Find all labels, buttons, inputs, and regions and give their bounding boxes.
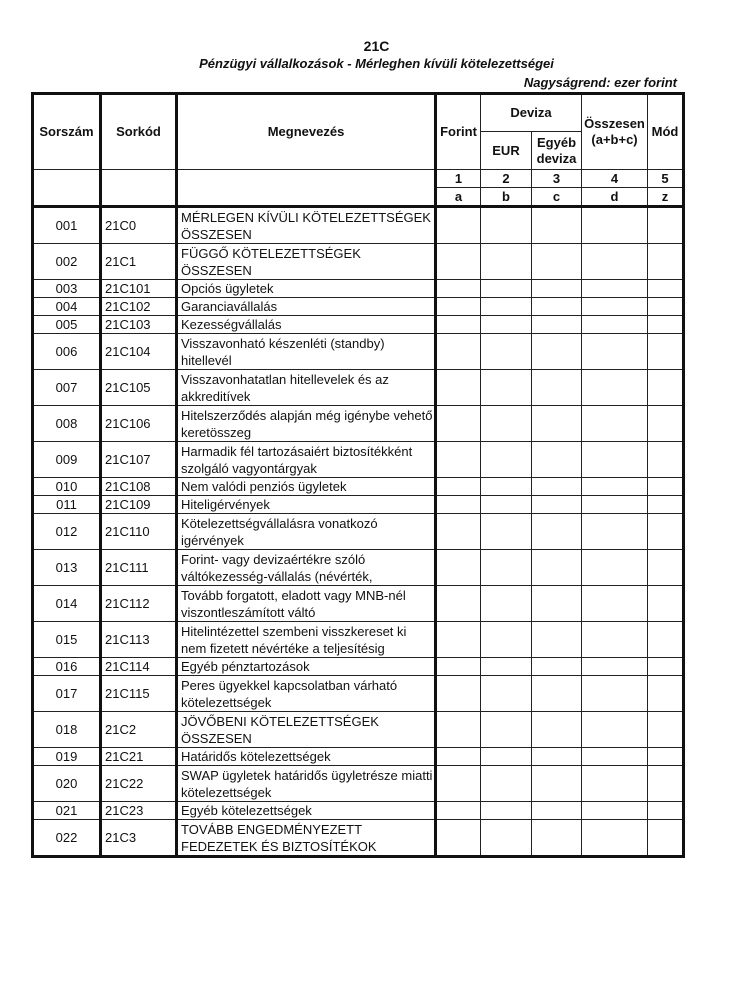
col-header-deviza: Deviza bbox=[481, 94, 582, 132]
row-sorszam: 017 bbox=[33, 676, 101, 712]
col-number: 4 bbox=[582, 170, 648, 188]
header-blank bbox=[33, 170, 101, 207]
row-sorkod: 21C108 bbox=[101, 478, 177, 496]
row-sorszam: 006 bbox=[33, 334, 101, 370]
eur-cell[interactable] bbox=[481, 658, 532, 676]
row-megnevezes: Visszavonhatatlan hitellevelek és az akkreditívek bbox=[177, 370, 436, 406]
row-megnevezes: MÉRLEGEN KÍVÜLI KÖTELEZETTSÉGEK ÖSSZESEN bbox=[177, 207, 436, 244]
mod-cell[interactable] bbox=[648, 712, 684, 748]
row-sorkod: 21C3 bbox=[101, 820, 177, 857]
eur-cell[interactable] bbox=[481, 550, 532, 586]
table-row bbox=[33, 280, 684, 298]
table-row bbox=[33, 207, 684, 244]
osszesen-cell[interactable] bbox=[582, 370, 648, 406]
col-letter: d bbox=[582, 188, 648, 207]
row-megnevezes: Peres ügyekkel kapcsolatban várható kötelezettségek bbox=[177, 676, 436, 712]
row-megnevezes: Opciós ügyletek bbox=[177, 280, 436, 298]
egyeb-deviza-cell[interactable] bbox=[532, 244, 582, 280]
mod-cell[interactable] bbox=[648, 478, 684, 496]
egyeb-deviza-cell[interactable] bbox=[532, 766, 582, 802]
col-header-sorszam: Sorszám bbox=[33, 94, 101, 170]
header-blank bbox=[101, 170, 177, 207]
table-row bbox=[33, 622, 684, 658]
row-sorkod: 21C2 bbox=[101, 712, 177, 748]
table-row bbox=[33, 244, 684, 280]
row-megnevezes: Garanciavállalás bbox=[177, 298, 436, 316]
row-sorkod: 21C105 bbox=[101, 370, 177, 406]
forint-cell[interactable] bbox=[436, 514, 481, 550]
row-sorszam: 019 bbox=[33, 748, 101, 766]
table-row bbox=[33, 712, 684, 748]
egyeb-deviza-cell[interactable] bbox=[532, 802, 582, 820]
forint-cell[interactable] bbox=[436, 550, 481, 586]
row-sorszam: 003 bbox=[33, 280, 101, 298]
eur-cell[interactable] bbox=[481, 298, 532, 316]
table-row bbox=[33, 802, 684, 820]
row-sorkod: 21C101 bbox=[101, 280, 177, 298]
osszesen-cell[interactable] bbox=[582, 748, 648, 766]
row-megnevezes: Hitelintézettel szembeni visszkereset ki nem fizetett névértéke a teljesítésig bbox=[177, 622, 436, 658]
osszesen-cell[interactable] bbox=[582, 514, 648, 550]
egyeb-deviza-cell[interactable] bbox=[532, 658, 582, 676]
mod-cell[interactable] bbox=[648, 370, 684, 406]
row-sorszam: 001 bbox=[33, 207, 101, 244]
osszesen-cell[interactable] bbox=[582, 280, 648, 298]
forint-cell[interactable] bbox=[436, 496, 481, 514]
row-megnevezes: Harmadik fél tartozásaiért biztosítékként szolgáló vagyontárgyak bbox=[177, 442, 436, 478]
forint-cell[interactable] bbox=[436, 316, 481, 334]
table-row bbox=[33, 406, 684, 442]
egyeb-deviza-cell[interactable] bbox=[532, 820, 582, 857]
col-header-forint: Forint bbox=[436, 94, 481, 170]
row-megnevezes: Visszavonható készenléti (standby) hitellevél bbox=[177, 334, 436, 370]
table-row bbox=[33, 316, 684, 334]
mod-cell[interactable] bbox=[648, 676, 684, 712]
row-sorszam: 018 bbox=[33, 712, 101, 748]
row-sorszam: 008 bbox=[33, 406, 101, 442]
row-sorkod: 21C112 bbox=[101, 586, 177, 622]
table-row bbox=[33, 496, 684, 514]
egyeb-deviza-cell[interactable] bbox=[532, 370, 582, 406]
mod-cell[interactable] bbox=[648, 207, 684, 244]
col-number: 5 bbox=[648, 170, 684, 188]
row-sorszam: 013 bbox=[33, 550, 101, 586]
eur-cell[interactable] bbox=[481, 820, 532, 857]
row-megnevezes: FÜGGŐ KÖTELEZETTSÉGEK ÖSSZESEN bbox=[177, 244, 436, 280]
balance-table bbox=[31, 92, 685, 858]
osszesen-cell[interactable] bbox=[582, 820, 648, 857]
col-letter: c bbox=[532, 188, 582, 207]
col-letter: z bbox=[648, 188, 684, 207]
egyeb-deviza-cell[interactable] bbox=[532, 406, 582, 442]
mod-cell[interactable] bbox=[648, 748, 684, 766]
table-row bbox=[33, 676, 684, 712]
row-sorkod: 21C114 bbox=[101, 658, 177, 676]
eur-cell[interactable] bbox=[481, 622, 532, 658]
eur-cell[interactable] bbox=[481, 442, 532, 478]
egyeb-deviza-cell[interactable] bbox=[532, 207, 582, 244]
osszesen-cell[interactable] bbox=[582, 496, 648, 514]
osszesen-cell[interactable] bbox=[582, 676, 648, 712]
forint-cell[interactable] bbox=[436, 478, 481, 496]
mod-cell[interactable] bbox=[648, 406, 684, 442]
row-megnevezes: Nem valódi penziós ügyletek bbox=[177, 478, 436, 496]
eur-cell[interactable] bbox=[481, 676, 532, 712]
row-sorkod: 21C115 bbox=[101, 676, 177, 712]
row-sorkod: 21C103 bbox=[101, 316, 177, 334]
osszesen-cell[interactable] bbox=[582, 207, 648, 244]
osszesen-cell[interactable] bbox=[582, 298, 648, 316]
row-megnevezes: Egyéb pénztartozások bbox=[177, 658, 436, 676]
row-megnevezes: Hiteligérvények bbox=[177, 496, 436, 514]
row-sorszam: 021 bbox=[33, 802, 101, 820]
row-sorszam: 002 bbox=[33, 244, 101, 280]
row-megnevezes: Kezességvállalás bbox=[177, 316, 436, 334]
row-sorszam: 009 bbox=[33, 442, 101, 478]
egyeb-deviza-cell[interactable] bbox=[532, 586, 582, 622]
table-row bbox=[33, 766, 684, 802]
forint-cell[interactable] bbox=[436, 298, 481, 316]
osszesen-cell[interactable] bbox=[582, 622, 648, 658]
forint-cell[interactable] bbox=[436, 820, 481, 857]
row-sorszam: 014 bbox=[33, 586, 101, 622]
egyeb-deviza-cell[interactable] bbox=[532, 478, 582, 496]
col-header-eur: EUR bbox=[481, 132, 532, 170]
eur-cell[interactable] bbox=[481, 478, 532, 496]
table-row bbox=[33, 478, 684, 496]
col-number: 2 bbox=[481, 170, 532, 188]
col-header-megnevezes: Megnevezés bbox=[177, 94, 436, 170]
row-sorszam: 011 bbox=[33, 496, 101, 514]
forint-cell[interactable] bbox=[436, 207, 481, 244]
row-sorszam: 010 bbox=[33, 478, 101, 496]
row-sorkod: 21C22 bbox=[101, 766, 177, 802]
eur-cell[interactable] bbox=[481, 207, 532, 244]
eur-cell[interactable] bbox=[481, 280, 532, 298]
col-header-osszesen: Összesen (a+b+c) bbox=[582, 94, 648, 170]
table-row bbox=[33, 298, 684, 316]
mod-cell[interactable] bbox=[648, 550, 684, 586]
row-megnevezes: Egyéb kötelezettségek bbox=[177, 802, 436, 820]
row-sorkod: 21C102 bbox=[101, 298, 177, 316]
eur-cell[interactable] bbox=[481, 334, 532, 370]
osszesen-cell[interactable] bbox=[582, 316, 648, 334]
row-sorkod: 21C1 bbox=[101, 244, 177, 280]
col-header-mod: Mód bbox=[648, 94, 684, 170]
osszesen-cell[interactable] bbox=[582, 406, 648, 442]
forint-cell[interactable] bbox=[436, 622, 481, 658]
mod-cell[interactable] bbox=[648, 442, 684, 478]
row-megnevezes: Forint- vagy devizaértékre szóló váltókezesség-vállalás (névérték, bbox=[177, 550, 436, 586]
mod-cell[interactable] bbox=[648, 280, 684, 298]
forint-cell[interactable] bbox=[436, 586, 481, 622]
forint-cell[interactable] bbox=[436, 280, 481, 298]
table-row bbox=[33, 658, 684, 676]
osszesen-cell[interactable] bbox=[582, 712, 648, 748]
forint-cell[interactable] bbox=[436, 334, 481, 370]
table-row bbox=[33, 514, 684, 550]
forint-cell[interactable] bbox=[436, 748, 481, 766]
row-sorszam: 012 bbox=[33, 514, 101, 550]
col-number: 1 bbox=[436, 170, 481, 188]
row-megnevezes: TOVÁBB ENGEDMÉNYEZETT FEDEZETEK ÉS BIZTOSÍTÉKOK bbox=[177, 820, 436, 857]
table-row bbox=[33, 550, 684, 586]
mod-cell[interactable] bbox=[648, 298, 684, 316]
egyeb-deviza-cell[interactable] bbox=[532, 316, 582, 334]
forint-cell[interactable] bbox=[436, 406, 481, 442]
col-header-sorkod: Sorkód bbox=[101, 94, 177, 170]
row-sorszam: 022 bbox=[33, 820, 101, 857]
unit-note: Nagyságrend: ezer forint bbox=[523, 75, 677, 90]
row-sorkod: 21C109 bbox=[101, 496, 177, 514]
row-sorkod: 21C107 bbox=[101, 442, 177, 478]
table-row bbox=[33, 748, 684, 766]
mod-cell[interactable] bbox=[648, 334, 684, 370]
row-megnevezes: Kötelezettségvállalásra vonatkozó igérvények bbox=[177, 514, 436, 550]
row-sorszam: 004 bbox=[33, 298, 101, 316]
forint-cell[interactable] bbox=[436, 712, 481, 748]
col-letter: a bbox=[436, 188, 481, 207]
mod-cell[interactable] bbox=[648, 802, 684, 820]
eur-cell[interactable] bbox=[481, 712, 532, 748]
osszesen-cell[interactable] bbox=[582, 586, 648, 622]
row-sorkod: 21C0 bbox=[101, 207, 177, 244]
egyeb-deviza-cell[interactable] bbox=[532, 676, 582, 712]
row-sorkod: 21C111 bbox=[101, 550, 177, 586]
table-row bbox=[33, 370, 684, 406]
eur-cell[interactable] bbox=[481, 514, 532, 550]
forint-cell[interactable] bbox=[436, 676, 481, 712]
row-sorszam: 005 bbox=[33, 316, 101, 334]
row-megnevezes: Határidős kötelezettségek bbox=[177, 748, 436, 766]
header-blank bbox=[177, 170, 436, 207]
eur-cell[interactable] bbox=[481, 748, 532, 766]
eur-cell[interactable] bbox=[481, 406, 532, 442]
table-row bbox=[33, 334, 684, 370]
col-letter: b bbox=[481, 188, 532, 207]
mod-cell[interactable] bbox=[648, 658, 684, 676]
osszesen-cell[interactable] bbox=[582, 442, 648, 478]
col-number: 3 bbox=[532, 170, 582, 188]
osszesen-cell[interactable] bbox=[582, 802, 648, 820]
osszesen-cell[interactable] bbox=[582, 550, 648, 586]
row-sorszam: 016 bbox=[33, 658, 101, 676]
egyeb-deviza-cell[interactable] bbox=[532, 298, 582, 316]
row-megnevezes: Tovább forgatott, eladott vagy MNB-nél viszontleszámított váltó bbox=[177, 586, 436, 622]
eur-cell[interactable] bbox=[481, 316, 532, 334]
row-sorszam: 015 bbox=[33, 622, 101, 658]
row-sorszam: 007 bbox=[33, 370, 101, 406]
forint-cell[interactable] bbox=[436, 442, 481, 478]
egyeb-deviza-cell[interactable] bbox=[532, 514, 582, 550]
eur-cell[interactable] bbox=[481, 370, 532, 406]
eur-cell[interactable] bbox=[481, 802, 532, 820]
eur-cell[interactable] bbox=[481, 244, 532, 280]
mod-cell[interactable] bbox=[648, 316, 684, 334]
table-row bbox=[33, 442, 684, 478]
osszesen-cell[interactable] bbox=[582, 658, 648, 676]
row-sorszam: 020 bbox=[33, 766, 101, 802]
mod-cell[interactable] bbox=[648, 586, 684, 622]
mod-cell[interactable] bbox=[648, 622, 684, 658]
form-title: Pénzügyi vállalkozások - Mérleghen kívüli kötelezettségei bbox=[199, 56, 554, 71]
mod-cell[interactable] bbox=[648, 496, 684, 514]
mod-cell[interactable] bbox=[648, 244, 684, 280]
forint-cell[interactable] bbox=[436, 244, 481, 280]
row-sorkod: 21C21 bbox=[101, 748, 177, 766]
egyeb-deviza-cell[interactable] bbox=[532, 334, 582, 370]
col-header-egyeb-deviza: Egyéb deviza bbox=[532, 132, 582, 170]
table-row bbox=[33, 820, 684, 857]
eur-cell[interactable] bbox=[481, 496, 532, 514]
egyeb-deviza-cell[interactable] bbox=[532, 442, 582, 478]
row-sorkod: 21C104 bbox=[101, 334, 177, 370]
osszesen-cell[interactable] bbox=[582, 244, 648, 280]
table-row bbox=[33, 586, 684, 622]
forint-cell[interactable] bbox=[436, 658, 481, 676]
form-code: 21C bbox=[363, 38, 390, 54]
forint-cell[interactable] bbox=[436, 802, 481, 820]
egyeb-deviza-cell[interactable] bbox=[532, 712, 582, 748]
egyeb-deviza-cell[interactable] bbox=[532, 496, 582, 514]
row-sorkod: 21C110 bbox=[101, 514, 177, 550]
osszesen-cell[interactable] bbox=[582, 766, 648, 802]
forint-cell[interactable] bbox=[436, 370, 481, 406]
osszesen-cell[interactable] bbox=[582, 478, 648, 496]
egyeb-deviza-cell[interactable] bbox=[532, 622, 582, 658]
row-sorkod: 21C23 bbox=[101, 802, 177, 820]
row-megnevezes: Hitelszerződés alapján még igénybe vehető keretösszeg bbox=[177, 406, 436, 442]
row-sorkod: 21C106 bbox=[101, 406, 177, 442]
egyeb-deviza-cell[interactable] bbox=[532, 280, 582, 298]
egyeb-deviza-cell[interactable] bbox=[532, 550, 582, 586]
forint-cell[interactable] bbox=[436, 766, 481, 802]
mod-cell[interactable] bbox=[648, 820, 684, 857]
mod-cell[interactable] bbox=[648, 766, 684, 802]
row-megnevezes: JÖVŐBENI KÖTELEZETTSÉGEK ÖSSZESEN bbox=[177, 712, 436, 748]
eur-cell[interactable] bbox=[481, 586, 532, 622]
egyeb-deviza-cell[interactable] bbox=[532, 748, 582, 766]
osszesen-cell[interactable] bbox=[582, 334, 648, 370]
row-sorkod: 21C113 bbox=[101, 622, 177, 658]
row-megnevezes: SWAP ügyletek határidős ügyletrésze miatti kötelezettségek bbox=[177, 766, 436, 802]
mod-cell[interactable] bbox=[648, 514, 684, 550]
eur-cell[interactable] bbox=[481, 766, 532, 802]
